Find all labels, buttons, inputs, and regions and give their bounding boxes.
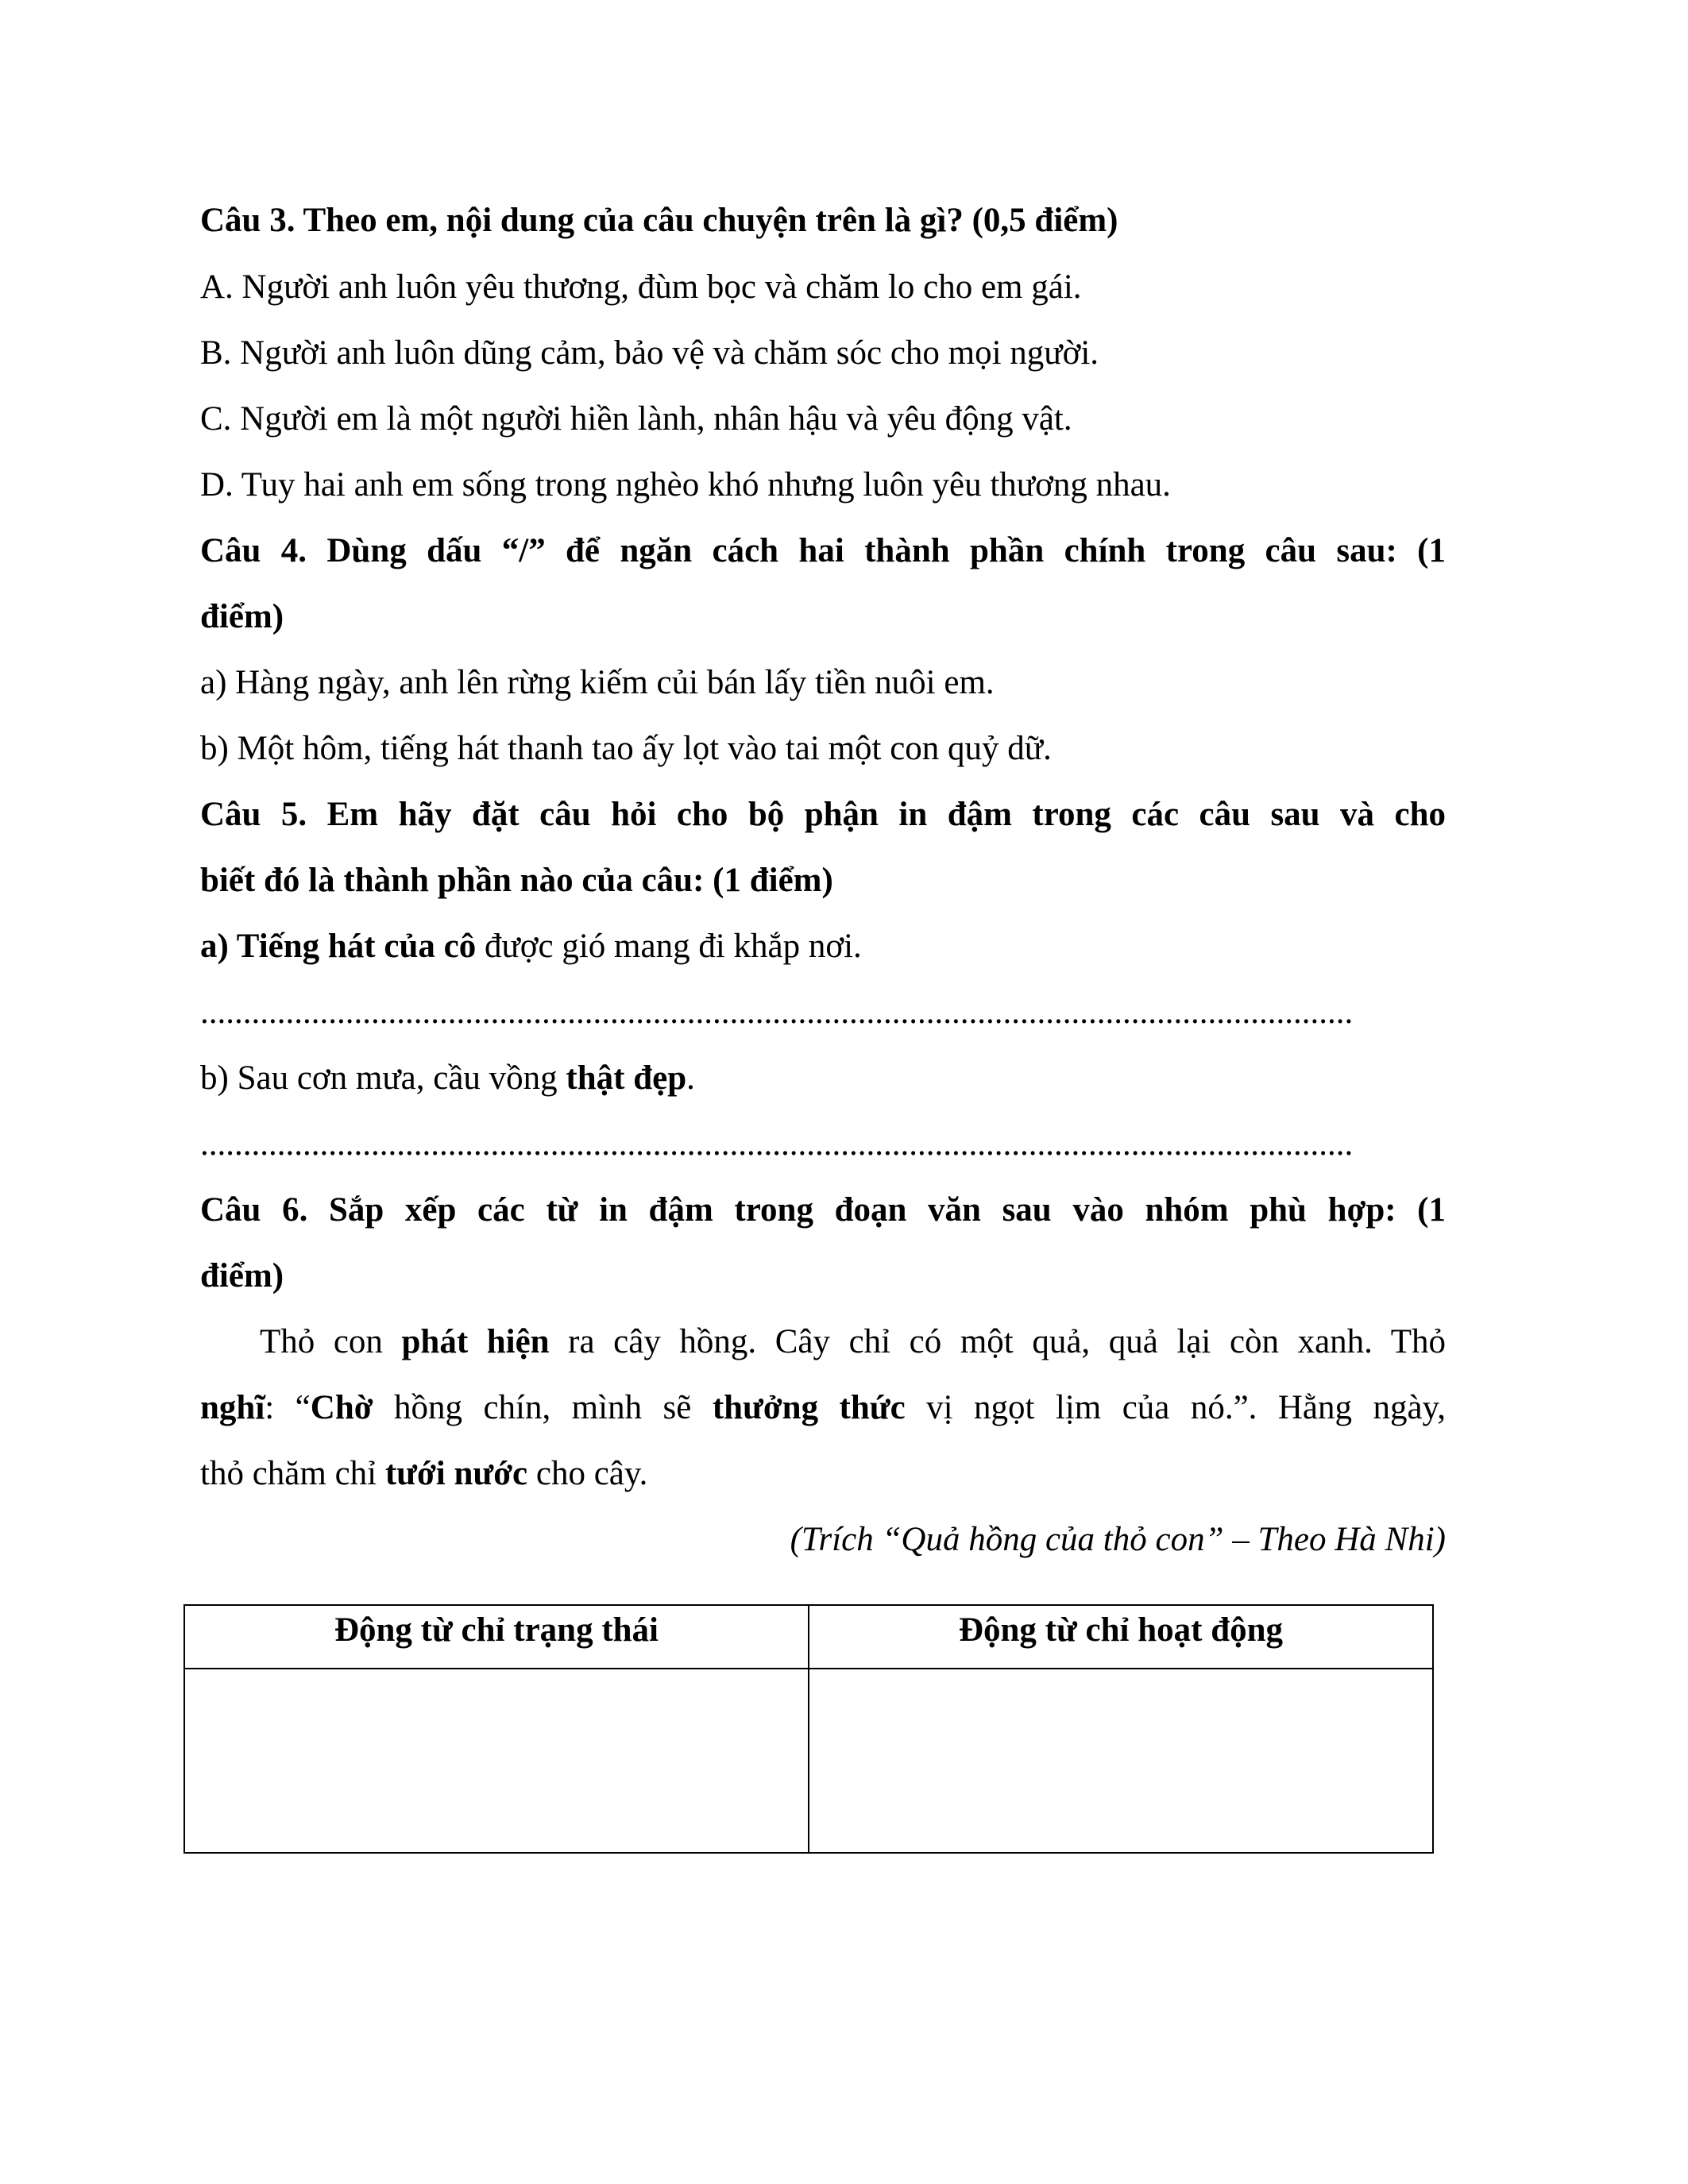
passage-line-3 [200,1450,1446,1498]
question-4-title: Câu 4. Dùng dấu “/” để ngăn cách hai thành phần chính trong câu sau: (1 [200,532,1446,569]
answer-line-b[interactable]: ....................................................................................................................................... [200,1125,1354,1163]
passage-citation: (Trích “Quả hồng của thỏ con” – Theo Hà Nhi) [790,1521,1446,1558]
plain-text: hồng chín, mình sẽ [373,1389,713,1426]
passage-line-1 [260,1318,1446,1366]
answer-cell-action-verbs[interactable] [809,1669,1433,1853]
passage-line-2 [200,1384,1446,1432]
question-4-item-b: b) Một hôm, tiếng hát thanh tao ấy lọt vào tai một con quỷ dữ. [200,730,1052,767]
plain-text: Thỏ con [260,1323,402,1360]
plain-text: được gió mang đi khắp nơi. [476,928,862,965]
plain-text: thỏ chăm chỉ [200,1455,385,1492]
answer-line-a[interactable]: ....................................................................................................................................... [200,994,1354,1031]
header-state-verbs: Động từ chỉ trạng thái [184,1605,809,1669]
table-answer-row [184,1669,1433,1853]
bold-phrase: thật đẹp [566,1059,687,1097]
question-4-item-a: a) Hàng ngày, anh lên rừng kiếm củi bán lấy tiền nuôi em. [200,664,995,701]
bold-word: Chờ [310,1389,373,1426]
bold-phrase: a) Tiếng hát của cô [200,928,477,965]
question-3-option-b: B. Người anh luôn dũng cảm, bảo vệ và chăm sóc cho mọi người. [200,334,1099,372]
answer-cell-state-verbs[interactable] [184,1669,809,1853]
bold-word: nghĩ [200,1389,265,1426]
table-header-row [184,1605,1433,1669]
bold-word: thưởng thức [712,1389,906,1426]
plain-text: ra cây hồng. Cây chỉ có một quả, quả lại còn xanh. Thỏ [549,1323,1446,1360]
question-5-item-a [200,923,1446,970]
question-3-option-c: C. Người em là một người hiền lành, nhân hậu và yêu động vật. [200,400,1072,438]
question-5-item-b [200,1055,1446,1102]
question-6-title-cont: điểm) [200,1257,284,1295]
plain-text: vị ngọt lịm của nó.”. Hằng ngày, [905,1389,1446,1426]
question-3-title: Câu 3. Theo em, nội dung của câu chuyện trên là gì? (0,5 điểm) [200,202,1118,239]
question-6-title: Câu 6. Sắp xếp các từ in đậm trong đoạn văn sau vào nhóm phù hợp: (1 [200,1191,1446,1229]
plain-text: cho cây. [527,1455,648,1492]
plain-text: . [686,1059,695,1097]
question-5-title-cont: biết đó là thành phần nào của câu: (1 điểm) [200,862,833,899]
question-3-option-a: A. Người anh luôn yêu thương, đùm bọc và chăm lo cho em gái. [200,268,1082,306]
header-action-verbs: Động từ chỉ hoạt động [809,1605,1433,1669]
plain-text: : “ [265,1389,311,1426]
plain-text: b) Sau cơn mưa, cầu vồng [200,1059,566,1097]
question-3-option-d: D. Tuy hai anh em sống trong nghèo khó nhưng luôn yêu thương nhau. [200,466,1171,504]
sorting-table [183,1604,1434,1854]
question-5-title: Câu 5. Em hãy đặt câu hỏi cho bộ phận in đậm trong các câu sau và cho [200,796,1446,833]
bold-word: tưới nước [384,1455,528,1492]
bold-word: phát hiện [401,1323,550,1360]
question-4-title-cont: điểm) [200,598,284,635]
